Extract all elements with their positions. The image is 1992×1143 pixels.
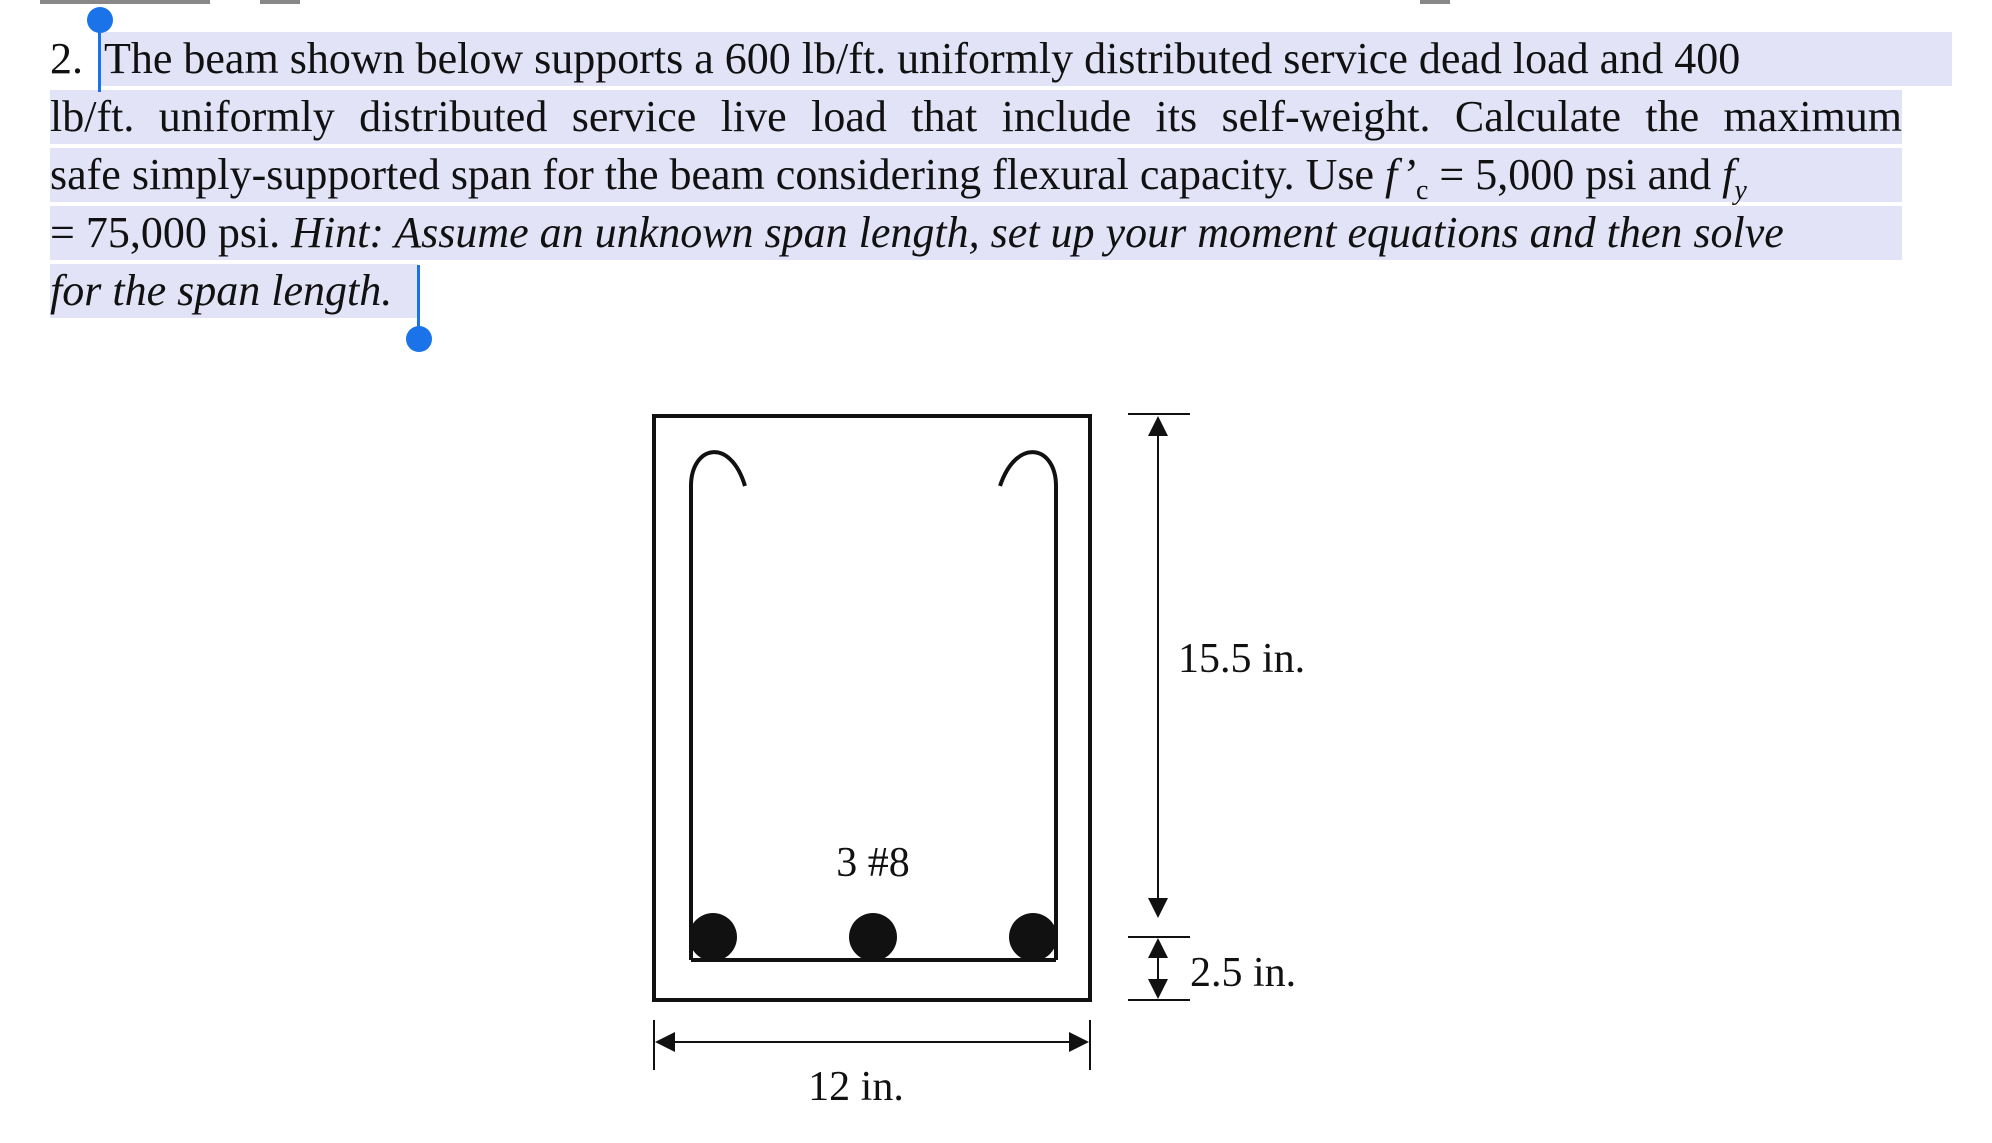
hint-text: for the span length. bbox=[50, 266, 393, 315]
problem-text bbox=[50, 204, 1784, 262]
problem-text: The beam shown below supports a 600 lb/ft. uniformly distributed service dead load and 400 bbox=[104, 34, 1741, 83]
problem-text-segment: safe simply-supported span for the beam considering flexural capacity. Use bbox=[50, 150, 1375, 199]
fc-symbol: f’ bbox=[1385, 150, 1416, 199]
selection-end-caret[interactable] bbox=[417, 265, 420, 327]
hint-text: Hint: Assume an unknown span length, set up your moment equations and then solve bbox=[291, 208, 1784, 257]
fc-value: = 5,000 psi and bbox=[1439, 150, 1712, 199]
rebar-label: 3 #8 bbox=[836, 840, 910, 886]
problem-text: lb/ft. uniformly distributed service live load that include its self-weight. Calculate the maximum bbox=[50, 92, 1902, 141]
dimension-width-label: 12 in. bbox=[808, 1064, 904, 1110]
problem-line-3 bbox=[50, 146, 1900, 204]
rebar bbox=[689, 913, 737, 961]
rebar bbox=[1009, 913, 1057, 961]
problem-number: 2. bbox=[50, 34, 83, 83]
problem-line-1 bbox=[50, 30, 1900, 88]
beam-section-outline bbox=[654, 416, 1090, 1000]
fy-value: = 75,000 psi. bbox=[50, 208, 281, 257]
fy-symbol: f bbox=[1722, 150, 1735, 199]
problem-line-2 bbox=[50, 88, 1900, 146]
selection-end-handle[interactable] bbox=[406, 326, 432, 352]
dimension-cover-label: 2.5 in. bbox=[1190, 950, 1297, 996]
dimension-height-label: 15.5 in. bbox=[1178, 636, 1306, 682]
selection-start-caret[interactable] bbox=[98, 30, 101, 92]
fy-subscript: y bbox=[1734, 174, 1747, 206]
fc-subscript: c bbox=[1415, 174, 1429, 206]
rebar bbox=[849, 913, 897, 961]
problem-line-4 bbox=[50, 204, 1900, 262]
